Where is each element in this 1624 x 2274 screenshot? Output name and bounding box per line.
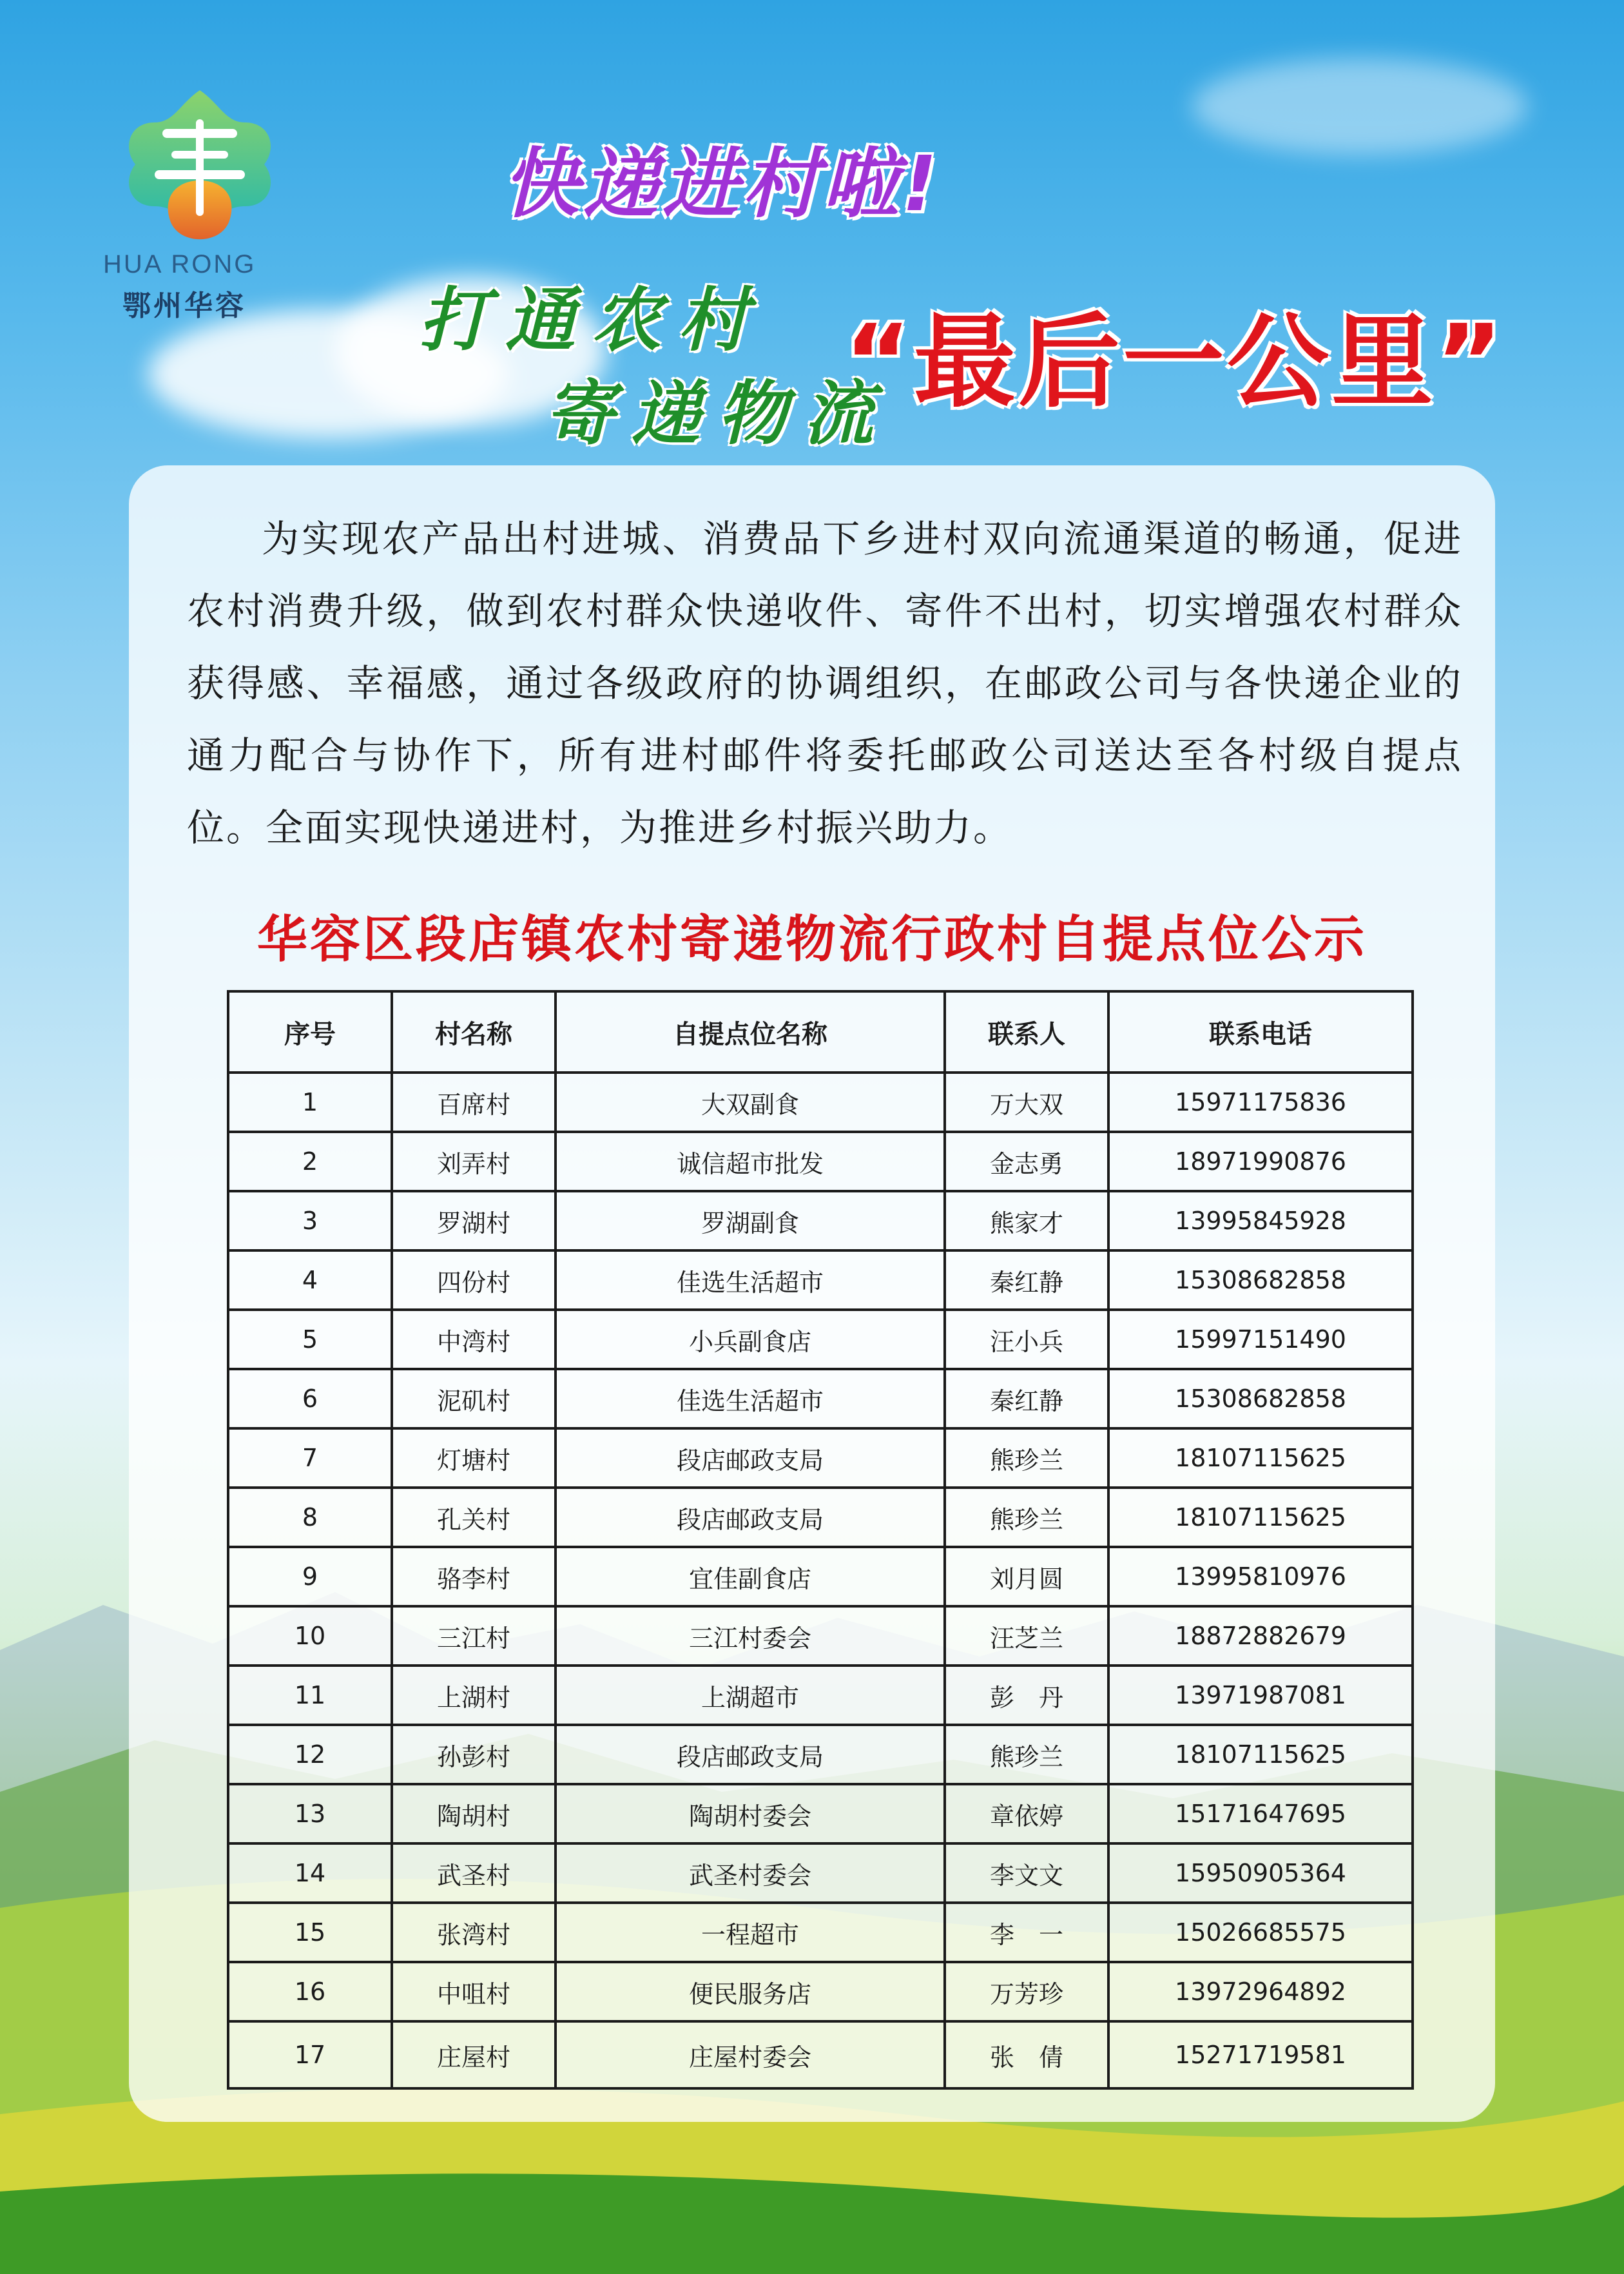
pickup-point-table xyxy=(227,990,1414,2090)
table-body xyxy=(228,1073,1413,2088)
cell-contact: 张 倩 xyxy=(945,2021,1108,2088)
table-row xyxy=(228,1073,1413,1132)
cell-pickup-point: 宜佳副食店 xyxy=(556,1547,945,1606)
cell-village: 孙彭村 xyxy=(392,1725,556,1784)
cell-contact: 李 一 xyxy=(945,1903,1108,1962)
cell-contact: 秦红静 xyxy=(945,1369,1108,1428)
cell-village: 罗湖村 xyxy=(392,1191,556,1250)
table-row xyxy=(228,1191,1413,1250)
cell-pickup-point: 段店邮政支局 xyxy=(556,1428,945,1488)
cell-serial: 1 xyxy=(228,1073,392,1132)
cell-serial: 2 xyxy=(228,1132,392,1191)
cell-village: 武圣村 xyxy=(392,1843,556,1903)
cell-pickup-point: 小兵副食店 xyxy=(556,1310,945,1369)
cell-pickup-point: 佳选生活超市 xyxy=(556,1250,945,1310)
cell-contact: 熊珍兰 xyxy=(945,1428,1108,1488)
cell-village: 灯塘村 xyxy=(392,1428,556,1488)
cell-phone: 15308682858 xyxy=(1108,1250,1413,1310)
cell-pickup-point: 三江村委会 xyxy=(556,1606,945,1666)
cell-pickup-point: 罗湖副食 xyxy=(556,1191,945,1250)
table-row xyxy=(228,1725,1413,1784)
header-serial: 序号 xyxy=(228,991,392,1073)
table-row xyxy=(228,1250,1413,1310)
table-row xyxy=(228,1310,1413,1369)
cell-village: 张湾村 xyxy=(392,1903,556,1962)
headline: 快递进村啦! xyxy=(503,139,941,228)
cell-village: 孔关村 xyxy=(392,1488,556,1547)
cell-village: 上湖村 xyxy=(392,1666,556,1725)
cell-serial: 9 xyxy=(228,1547,392,1606)
cell-phone: 18971990876 xyxy=(1108,1132,1413,1191)
cell-serial: 10 xyxy=(228,1606,392,1666)
cell-phone: 15271719581 xyxy=(1108,2021,1413,2088)
table-header-row xyxy=(228,991,1413,1073)
cell-serial: 11 xyxy=(228,1666,392,1725)
cell-phone: 15950905364 xyxy=(1108,1843,1413,1903)
table-row xyxy=(228,1369,1413,1428)
logo-english-name: HUA RONG xyxy=(103,250,256,278)
cell-phone: 18107115625 xyxy=(1108,1428,1413,1488)
cell-contact: 李文文 xyxy=(945,1843,1108,1903)
cell-pickup-point: 陶胡村委会 xyxy=(556,1784,945,1843)
cell-phone: 15171647695 xyxy=(1108,1784,1413,1843)
cell-pickup-point: 诚信超市批发 xyxy=(556,1132,945,1191)
header-pickup-point: 自提点位名称 xyxy=(556,991,945,1073)
cell-pickup-point: 武圣村委会 xyxy=(556,1843,945,1903)
table-row xyxy=(228,1606,1413,1666)
intro-paragraph: 为实现农产品出村进城、消费品下乡进村双向流通渠道的畅通，促进农村消费升级，做到农村群众快递收件、寄件不出村，切实增强农村群众获得感、幸福感，通过各级政府的协调组织，在邮政公司与各快递企业的通力配合与协作下，所有进村邮件将委托邮政公司送达至各村级自提点位。全面实现快递进村，为推进乡村振兴助力。 xyxy=(187,517,1463,850)
cell-phone: 13995810976 xyxy=(1108,1547,1413,1606)
header-contact: 联系人 xyxy=(945,991,1108,1073)
cell-phone: 13971987081 xyxy=(1108,1666,1413,1725)
slogan-line-1: 打通农村 xyxy=(419,280,765,361)
cell-phone: 15971175836 xyxy=(1108,1073,1413,1132)
cell-pickup-point: 便民服务店 xyxy=(556,1962,945,2021)
cell-village: 中湾村 xyxy=(392,1310,556,1369)
cell-contact: 章依婷 xyxy=(945,1784,1108,1843)
cell-village: 三江村 xyxy=(392,1606,556,1666)
cell-contact: 万大双 xyxy=(945,1073,1108,1132)
cell-phone: 15308682858 xyxy=(1108,1369,1413,1428)
cell-serial: 6 xyxy=(228,1369,392,1428)
cell-contact: 金志勇 xyxy=(945,1132,1108,1191)
cell-village: 骆李村 xyxy=(392,1547,556,1606)
cell-pickup-point: 佳选生活超市 xyxy=(556,1369,945,1428)
cell-contact: 熊珍兰 xyxy=(945,1725,1108,1784)
table-row xyxy=(228,1547,1413,1606)
flower-emblem-icon xyxy=(116,84,284,251)
cell-pickup-point: 一程超市 xyxy=(556,1903,945,1962)
cell-contact: 熊珍兰 xyxy=(945,1488,1108,1547)
cell-village: 四份村 xyxy=(392,1250,556,1310)
slogan-line-2: 寄递物流 xyxy=(545,373,891,454)
cell-serial: 4 xyxy=(228,1250,392,1310)
table-row xyxy=(228,1132,1413,1191)
cell-serial: 17 xyxy=(228,2021,392,2088)
cell-pickup-point: 段店邮政支局 xyxy=(556,1725,945,1784)
cell-serial: 8 xyxy=(228,1488,392,1547)
cell-serial: 3 xyxy=(228,1191,392,1250)
cell-serial: 5 xyxy=(228,1310,392,1369)
cell-pickup-point: 上湖超市 xyxy=(556,1666,945,1725)
cell-contact: 万芳珍 xyxy=(945,1962,1108,2021)
header-phone: 联系电话 xyxy=(1108,991,1413,1073)
cell-contact: 熊家才 xyxy=(945,1191,1108,1250)
table-title: 华容区段店镇农村寄递物流行政村自提点位公示 xyxy=(256,910,1367,969)
cell-contact: 刘月圆 xyxy=(945,1547,1108,1606)
cell-village: 庄屋村 xyxy=(392,2021,556,2088)
cell-contact: 汪芝兰 xyxy=(945,1606,1108,1666)
cell-serial: 16 xyxy=(228,1962,392,2021)
cloud xyxy=(1192,58,1527,155)
cell-village: 中咀村 xyxy=(392,1962,556,2021)
cell-serial: 15 xyxy=(228,1903,392,1962)
logo-chinese-name: 鄂州华容 xyxy=(122,289,246,322)
cell-village: 泥矶村 xyxy=(392,1369,556,1428)
cell-serial: 13 xyxy=(228,1784,392,1843)
cell-phone: 15997151490 xyxy=(1108,1310,1413,1369)
cell-phone: 13995845928 xyxy=(1108,1191,1413,1250)
table-row xyxy=(228,1488,1413,1547)
table-row xyxy=(228,1843,1413,1903)
cell-contact: 秦红静 xyxy=(945,1250,1108,1310)
cell-phone: 18872882679 xyxy=(1108,1606,1413,1666)
cell-phone: 18107115625 xyxy=(1108,1488,1413,1547)
cell-phone: 13972964892 xyxy=(1108,1962,1413,2021)
cell-contact: 汪小兵 xyxy=(945,1310,1108,1369)
cell-phone: 15026685575 xyxy=(1108,1903,1413,1962)
cell-pickup-point: 段店邮政支局 xyxy=(556,1488,945,1547)
table-row xyxy=(228,1784,1413,1843)
cell-serial: 14 xyxy=(228,1843,392,1903)
cell-pickup-point: 大双副食 xyxy=(556,1073,945,1132)
table-row xyxy=(228,1962,1413,2021)
cell-serial: 7 xyxy=(228,1428,392,1488)
cell-village: 陶胡村 xyxy=(392,1784,556,1843)
header-village: 村名称 xyxy=(392,991,556,1073)
cell-serial: 12 xyxy=(228,1725,392,1784)
cell-phone: 18107115625 xyxy=(1108,1725,1413,1784)
cell-pickup-point: 庄屋村委会 xyxy=(556,2021,945,2088)
cell-contact: 彭 丹 xyxy=(945,1666,1108,1725)
cell-village: 百席村 xyxy=(392,1073,556,1132)
table-row xyxy=(228,1903,1413,1962)
table-row xyxy=(228,1428,1413,1488)
table-row xyxy=(228,2021,1413,2088)
cell-village: 刘弄村 xyxy=(392,1132,556,1191)
slogan-emphasis: “最后一公里” xyxy=(844,303,1505,422)
table-row xyxy=(228,1666,1413,1725)
